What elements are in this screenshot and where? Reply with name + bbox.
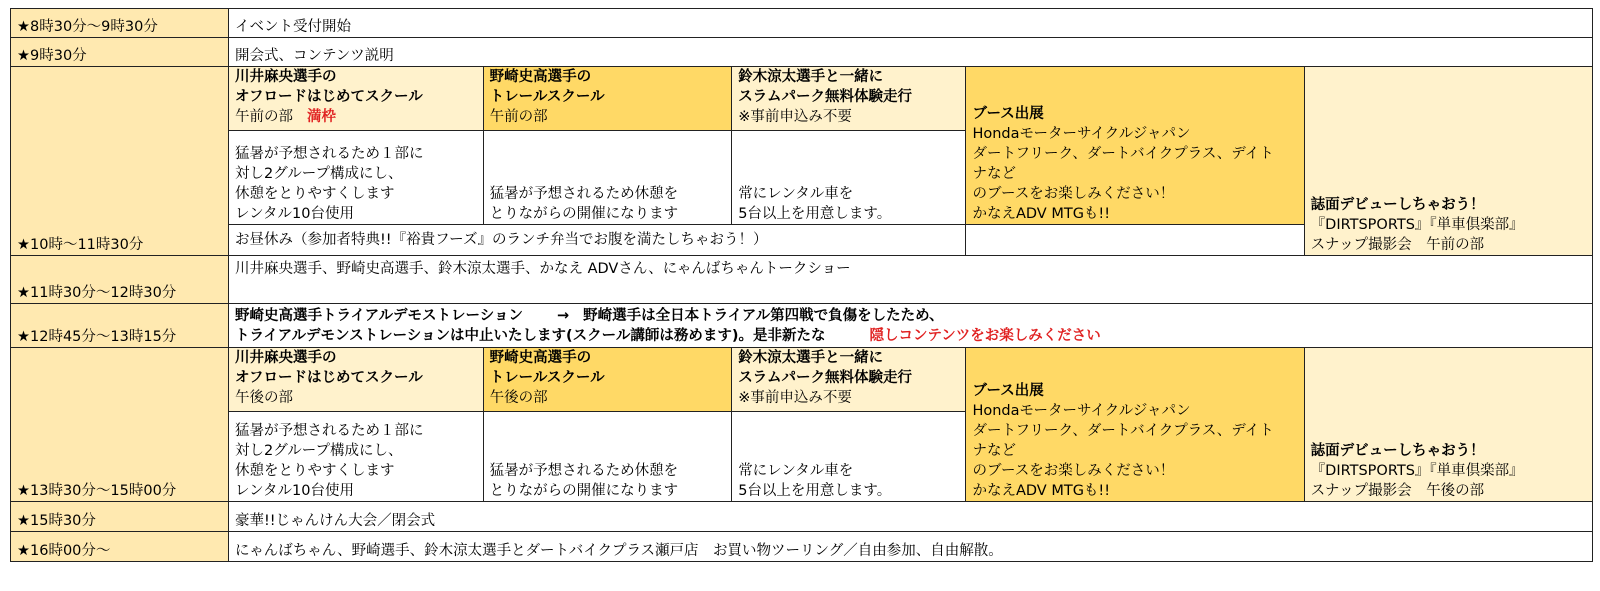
time-cell: ★12時45分～13時15分 <box>11 304 229 348</box>
time-cell: ★10時～11時30分 <box>11 67 229 256</box>
lunch-break-cell: お昼休み（参加者特典!!『裕貴フーズ』のランチ弁当でお腹を満たしちゃおう！） <box>228 225 965 256</box>
magazine-title: 誌面デビューしちゃおう！ <box>1310 197 1485 213</box>
note-line: 対し2グループ構成にし、 <box>234 443 403 459</box>
hidden-content-notice: 隠しコンテンツをお楽しみください <box>869 327 1101 344</box>
kawai-title-line1: 川井麻央選手の <box>234 69 337 85</box>
booth-line: ダートフリーク、ダートバイクプラス、デイト <box>972 423 1274 439</box>
note-line: とりながらの開催になります <box>489 206 679 222</box>
suzuki-part: ※事前申込み不要 <box>738 109 852 125</box>
suzuki-title-line1: 鈴木涼太選手と一緒に <box>738 69 884 85</box>
booth-line: Hondaモーターサイクルジャパン <box>972 403 1191 419</box>
booth-line: ダートフリーク、ダートバイクプラス、デイト <box>972 146 1274 162</box>
nozaki-school-notes <box>483 412 732 502</box>
trial-demo-title: 野崎史高選手トライアルデモストレーション <box>234 307 523 324</box>
kawai-part: 午後の部 <box>234 390 293 406</box>
nozaki-title-line2: トレールスクール <box>489 370 605 386</box>
nozaki-title-line2: トレールスクール <box>489 89 605 105</box>
kawai-school-notes <box>228 412 483 502</box>
note-line: レンタル10台使用 <box>234 206 354 222</box>
kawai-school-header <box>228 67 483 131</box>
kawai-title-line2: オフロードはじめてスクール <box>234 89 423 105</box>
booth-cell <box>966 348 1304 502</box>
note-line: 休憩をとりやすくします <box>234 463 395 479</box>
suzuki-title-line2: スラムパーク無料体験走行 <box>738 370 913 386</box>
nozaki-school-notes <box>483 131 732 225</box>
booth-title: ブース出展 <box>972 383 1044 399</box>
kawai-school-header <box>228 348 483 412</box>
trial-demo-cell <box>228 304 1592 348</box>
kawai-school-notes <box>228 131 483 225</box>
suzuki-ride-notes <box>732 131 966 225</box>
schedule-row <box>11 67 1593 131</box>
suzuki-ride-header <box>732 67 966 131</box>
event-cell: 開会式、コンテンツ説明 <box>228 38 1592 67</box>
nozaki-school-header <box>483 67 732 131</box>
note-line: 猛暑が予想されるため休憩を <box>489 186 679 202</box>
suzuki-ride-header <box>732 348 966 412</box>
nozaki-part: 午後の部 <box>489 390 548 406</box>
booth-line: ナなど <box>972 166 1016 182</box>
cancel-notice: トライアルデモンストレーションは中止いたします(スクール講師は務めます)。是非新たな <box>234 327 826 344</box>
schedule-row <box>11 532 1593 562</box>
suzuki-part: ※事前申込み不要 <box>738 390 852 406</box>
note-line: 猛暑が予想されるため１部に <box>234 146 424 162</box>
full-badge: 満枠 <box>306 109 336 125</box>
booth-line: のブースをお楽しみください！ <box>972 463 1175 479</box>
time-cell: ★15時30分 <box>11 502 229 532</box>
schedule-row <box>11 9 1593 38</box>
magazine-line: 『DIRTSPORTS』『単車倶楽部』 <box>1310 217 1524 233</box>
note-line: レンタル10台使用 <box>234 483 354 499</box>
time-cell: ★9時30分 <box>11 38 229 67</box>
note-line: 常にレンタル車を <box>738 186 854 202</box>
note-line: 対し2グループ構成にし、 <box>234 166 403 182</box>
booth-line: Hondaモーターサイクルジャパン <box>972 126 1191 142</box>
note-line: 常にレンタル車を <box>738 463 854 479</box>
magazine-title: 誌面デビューしちゃおう！ <box>1310 443 1485 459</box>
booth-line: かなえADV MTGも!! <box>972 206 1111 222</box>
event-cell: にゃんばちゃん、野崎選手、鈴木涼太選手とダートバイクプラス瀬戸店 お買い物ツーリング／自由参加、自由解散。 <box>228 532 1592 562</box>
schedule-row <box>11 502 1593 532</box>
note-line: 休憩をとりやすくします <box>234 186 395 202</box>
kawai-part: 午前の部 <box>234 109 293 125</box>
arrow-icon: → <box>556 307 570 324</box>
booth-line: かなえADV MTGも!! <box>972 483 1111 499</box>
booth-cell <box>966 67 1304 225</box>
booth-line: のブースをお楽しみください！ <box>972 186 1175 202</box>
magazine-cell <box>1304 67 1592 256</box>
time-cell: ★11時30分～12時30分 <box>11 256 229 304</box>
nozaki-title-line1: 野崎史高選手の <box>489 350 592 366</box>
schedule-table <box>10 8 1593 562</box>
note-line: 5台以上を用意します。 <box>738 206 892 222</box>
event-cell: 豪華!!じゃんけん大会／閉会式 <box>228 502 1592 532</box>
booth-line: ナなど <box>972 443 1016 459</box>
suzuki-title-line1: 鈴木涼太選手と一緒に <box>738 350 884 366</box>
talk-show-cell: 川井麻央選手、野崎史高選手、鈴木涼太選手、かなえ ADVさん、にゃんばちゃんトークショー <box>228 256 1592 304</box>
note-line: 猛暑が予想されるため休憩を <box>489 463 679 479</box>
magazine-line: 『DIRTSPORTS』『単車倶楽部』 <box>1310 463 1524 479</box>
magazine-line: スナップ撮影会 午前の部 <box>1310 237 1485 253</box>
note-line: とりながらの開催になります <box>489 483 679 499</box>
nozaki-title-line1: 野崎史高選手の <box>489 69 592 85</box>
magazine-line: スナップ撮影会 午後の部 <box>1310 483 1485 499</box>
injury-notice: 野崎選手は全日本トライアル第四戦で負傷をしたため、 <box>583 307 944 324</box>
time-cell: ★16時00分～ <box>11 532 229 562</box>
kawai-title-line2: オフロードはじめてスクール <box>234 370 423 386</box>
booth-title: ブース出展 <box>972 106 1044 122</box>
magazine-cell <box>1304 348 1592 502</box>
event-schedule <box>10 8 1593 562</box>
suzuki-ride-notes <box>732 412 966 502</box>
time-cell: ★8時30分～9時30分 <box>11 9 229 38</box>
note-line: 5台以上を用意します。 <box>738 483 892 499</box>
kawai-title-line1: 川井麻央選手の <box>234 350 337 366</box>
suzuki-title-line2: スラムパーク無料体験走行 <box>738 89 913 105</box>
nozaki-school-header <box>483 348 732 412</box>
schedule-row <box>11 304 1593 348</box>
schedule-row <box>11 348 1593 412</box>
event-cell: イベント受付開始 <box>228 9 1592 38</box>
note-line: 猛暑が予想されるため１部に <box>234 423 424 439</box>
nozaki-part: 午前の部 <box>489 109 548 125</box>
schedule-row <box>11 38 1593 67</box>
time-cell: ★13時30分～15時00分 <box>11 348 229 502</box>
schedule-row <box>11 256 1593 304</box>
